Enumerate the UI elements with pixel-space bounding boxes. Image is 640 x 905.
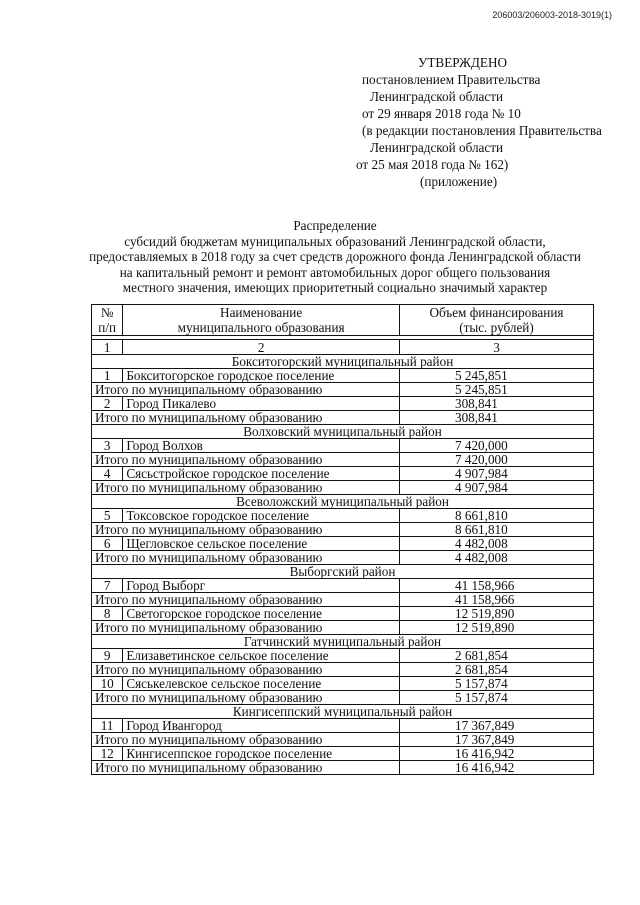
district-row xyxy=(92,495,594,509)
funding-amount: 17 367,849 xyxy=(399,719,593,733)
total-amount: 8 661,810 xyxy=(399,523,593,537)
municipality-name: Город Ивангород xyxy=(123,719,400,733)
municipality-name: Сясьстройское городское поселение xyxy=(123,467,400,481)
total-label: Итого по муниципальному образованию xyxy=(92,663,400,677)
column-number: 3 xyxy=(399,340,593,355)
district-name: Выборгский район xyxy=(92,565,594,579)
table-row xyxy=(92,467,594,481)
total-amount: 16 416,942 xyxy=(399,761,593,775)
title-line: Распределение xyxy=(293,218,377,233)
total-label: Итого по муниципальному образованию xyxy=(92,523,400,537)
approval-line: постановлением Правительства xyxy=(362,72,541,87)
total-row xyxy=(92,411,594,425)
district-row xyxy=(92,705,594,719)
table-row xyxy=(92,579,594,593)
header-num: № п/п xyxy=(92,305,123,336)
total-label: Итого по муниципальному образованию xyxy=(92,383,400,397)
district-name: Бокситогорский муниципальный район xyxy=(92,355,594,369)
table-row xyxy=(92,607,594,621)
district-row xyxy=(92,425,594,439)
municipality-name: Светогорское городское поселение xyxy=(123,607,400,621)
table-row xyxy=(92,369,594,383)
municipality-name: Щегловское сельское поселение xyxy=(123,537,400,551)
header-name: Наименование муниципального образования xyxy=(123,305,400,336)
total-amount: 41 158,966 xyxy=(399,593,593,607)
title-line: на капитальный ремонт и ремонт автомобильных дорог общего пользования xyxy=(119,264,551,280)
total-amount: 2 681,854 xyxy=(399,663,593,677)
title-line: местного значения, имеющих приоритетный социально значимый характер xyxy=(122,280,548,295)
municipality-name: Кингисеппское городское поселение xyxy=(123,747,400,761)
row-number: 1 xyxy=(92,369,123,383)
row-number: 6 xyxy=(92,537,123,551)
total-label: Итого по муниципальному образованию xyxy=(92,551,400,565)
total-label: Итого по муниципальному образованию xyxy=(92,593,400,607)
approval-line: Ленинградской области xyxy=(370,140,504,155)
municipality-name: Елизаветинское сельское поселение xyxy=(123,649,400,663)
district-name: Волховский муниципальный район xyxy=(92,425,594,439)
municipality-name: Токсовское городское поселение xyxy=(123,509,400,523)
total-amount: 5 245,851 xyxy=(399,383,593,397)
table-row xyxy=(92,439,594,453)
funding-amount: 2 681,854 xyxy=(399,649,593,663)
municipality-name: Город Волхов xyxy=(123,439,400,453)
table-row xyxy=(92,537,594,551)
total-label: Итого по муниципальному образованию xyxy=(92,691,400,705)
total-row xyxy=(92,551,594,565)
total-amount: 4 482,008 xyxy=(399,551,593,565)
funding-amount: 12 519,890 xyxy=(399,607,593,621)
approval-block xyxy=(356,54,602,190)
column-number: 2 xyxy=(123,340,400,355)
municipality-name: Сяськелевское сельское поселение xyxy=(123,677,400,691)
total-row xyxy=(92,691,594,705)
approval-line: УТВЕРЖДЕНО xyxy=(418,55,508,70)
total-amount: 17 367,849 xyxy=(399,733,593,747)
total-label: Итого по муниципальному образованию xyxy=(92,621,400,635)
total-row xyxy=(92,761,594,775)
column-number: 1 xyxy=(92,340,123,355)
municipality-name: Город Выборг xyxy=(123,579,400,593)
title-line: предоставляемых в 2018 году за счет средств дорожного фонда Ленинградской области xyxy=(89,249,581,264)
funding-amount: 5 245,851 xyxy=(399,369,593,383)
distribution-table xyxy=(91,304,594,775)
approval-line: Ленинградской области xyxy=(370,89,504,104)
document-title xyxy=(70,218,600,296)
total-row xyxy=(92,523,594,537)
total-row xyxy=(92,481,594,495)
approval-line: от 29 января 2018 года № 10 xyxy=(362,106,521,121)
row-number: 4 xyxy=(92,467,123,481)
total-row xyxy=(92,733,594,747)
row-number: 3 xyxy=(92,439,123,453)
district-name: Всеволожский муниципальный район xyxy=(92,495,594,509)
funding-amount: 8 661,810 xyxy=(399,509,593,523)
total-label: Итого по муниципальному образованию xyxy=(92,761,400,775)
municipality-name: Город Пикалево xyxy=(123,397,400,411)
row-number: 7 xyxy=(92,579,123,593)
row-number: 8 xyxy=(92,607,123,621)
table-row xyxy=(92,509,594,523)
municipality-name: Бокситогорское городское поселение xyxy=(123,369,400,383)
row-number: 5 xyxy=(92,509,123,523)
total-row xyxy=(92,383,594,397)
funding-amount: 7 420,000 xyxy=(399,439,593,453)
district-name: Гатчинский муниципальный район xyxy=(92,635,594,649)
funding-amount: 308,841 xyxy=(399,397,593,411)
header-amount: Объем финансирования (тыс. рублей) xyxy=(399,305,593,336)
table-row xyxy=(92,677,594,691)
total-label: Итого по муниципальному образованию xyxy=(92,411,400,425)
total-amount: 7 420,000 xyxy=(399,453,593,467)
row-number: 9 xyxy=(92,649,123,663)
district-row xyxy=(92,635,594,649)
table-row xyxy=(92,397,594,411)
row-number: 2 xyxy=(92,397,123,411)
total-amount: 5 157,874 xyxy=(399,691,593,705)
table-header-row xyxy=(92,305,594,336)
district-row xyxy=(92,355,594,369)
table-row xyxy=(92,747,594,761)
total-amount: 4 907,984 xyxy=(399,481,593,495)
funding-amount: 41 158,966 xyxy=(399,579,593,593)
total-amount: 308,841 xyxy=(399,411,593,425)
approval-line: (в редакции постановления Правительства xyxy=(362,123,602,138)
table-row xyxy=(92,649,594,663)
row-number: 12 xyxy=(92,747,123,761)
total-row xyxy=(92,593,594,607)
total-label: Итого по муниципальному образованию xyxy=(92,481,400,495)
funding-amount: 16 416,942 xyxy=(399,747,593,761)
total-amount: 12 519,890 xyxy=(399,621,593,635)
district-name: Кингисеппский муниципальный район xyxy=(92,705,594,719)
total-label: Итого по муниципальному образованию xyxy=(92,733,400,747)
row-number: 11 xyxy=(92,719,123,733)
total-row xyxy=(92,453,594,467)
approval-line: (приложение) xyxy=(420,174,498,189)
total-row xyxy=(92,663,594,677)
approval-line: от 25 мая 2018 года № 162) xyxy=(356,157,509,172)
table-row xyxy=(92,719,594,733)
document-id: 206003/206003-2018-3019(1) xyxy=(492,10,612,20)
funding-amount: 5 157,874 xyxy=(399,677,593,691)
title-line: субсидий бюджетам муниципальных образований Ленинградской области, xyxy=(124,233,546,249)
funding-amount: 4 482,008 xyxy=(399,537,593,551)
funding-amount: 4 907,984 xyxy=(399,467,593,481)
row-number: 10 xyxy=(92,677,123,691)
total-row xyxy=(92,621,594,635)
total-label: Итого по муниципальному образованию xyxy=(92,453,400,467)
district-row xyxy=(92,565,594,579)
column-numbers-row xyxy=(92,340,594,355)
